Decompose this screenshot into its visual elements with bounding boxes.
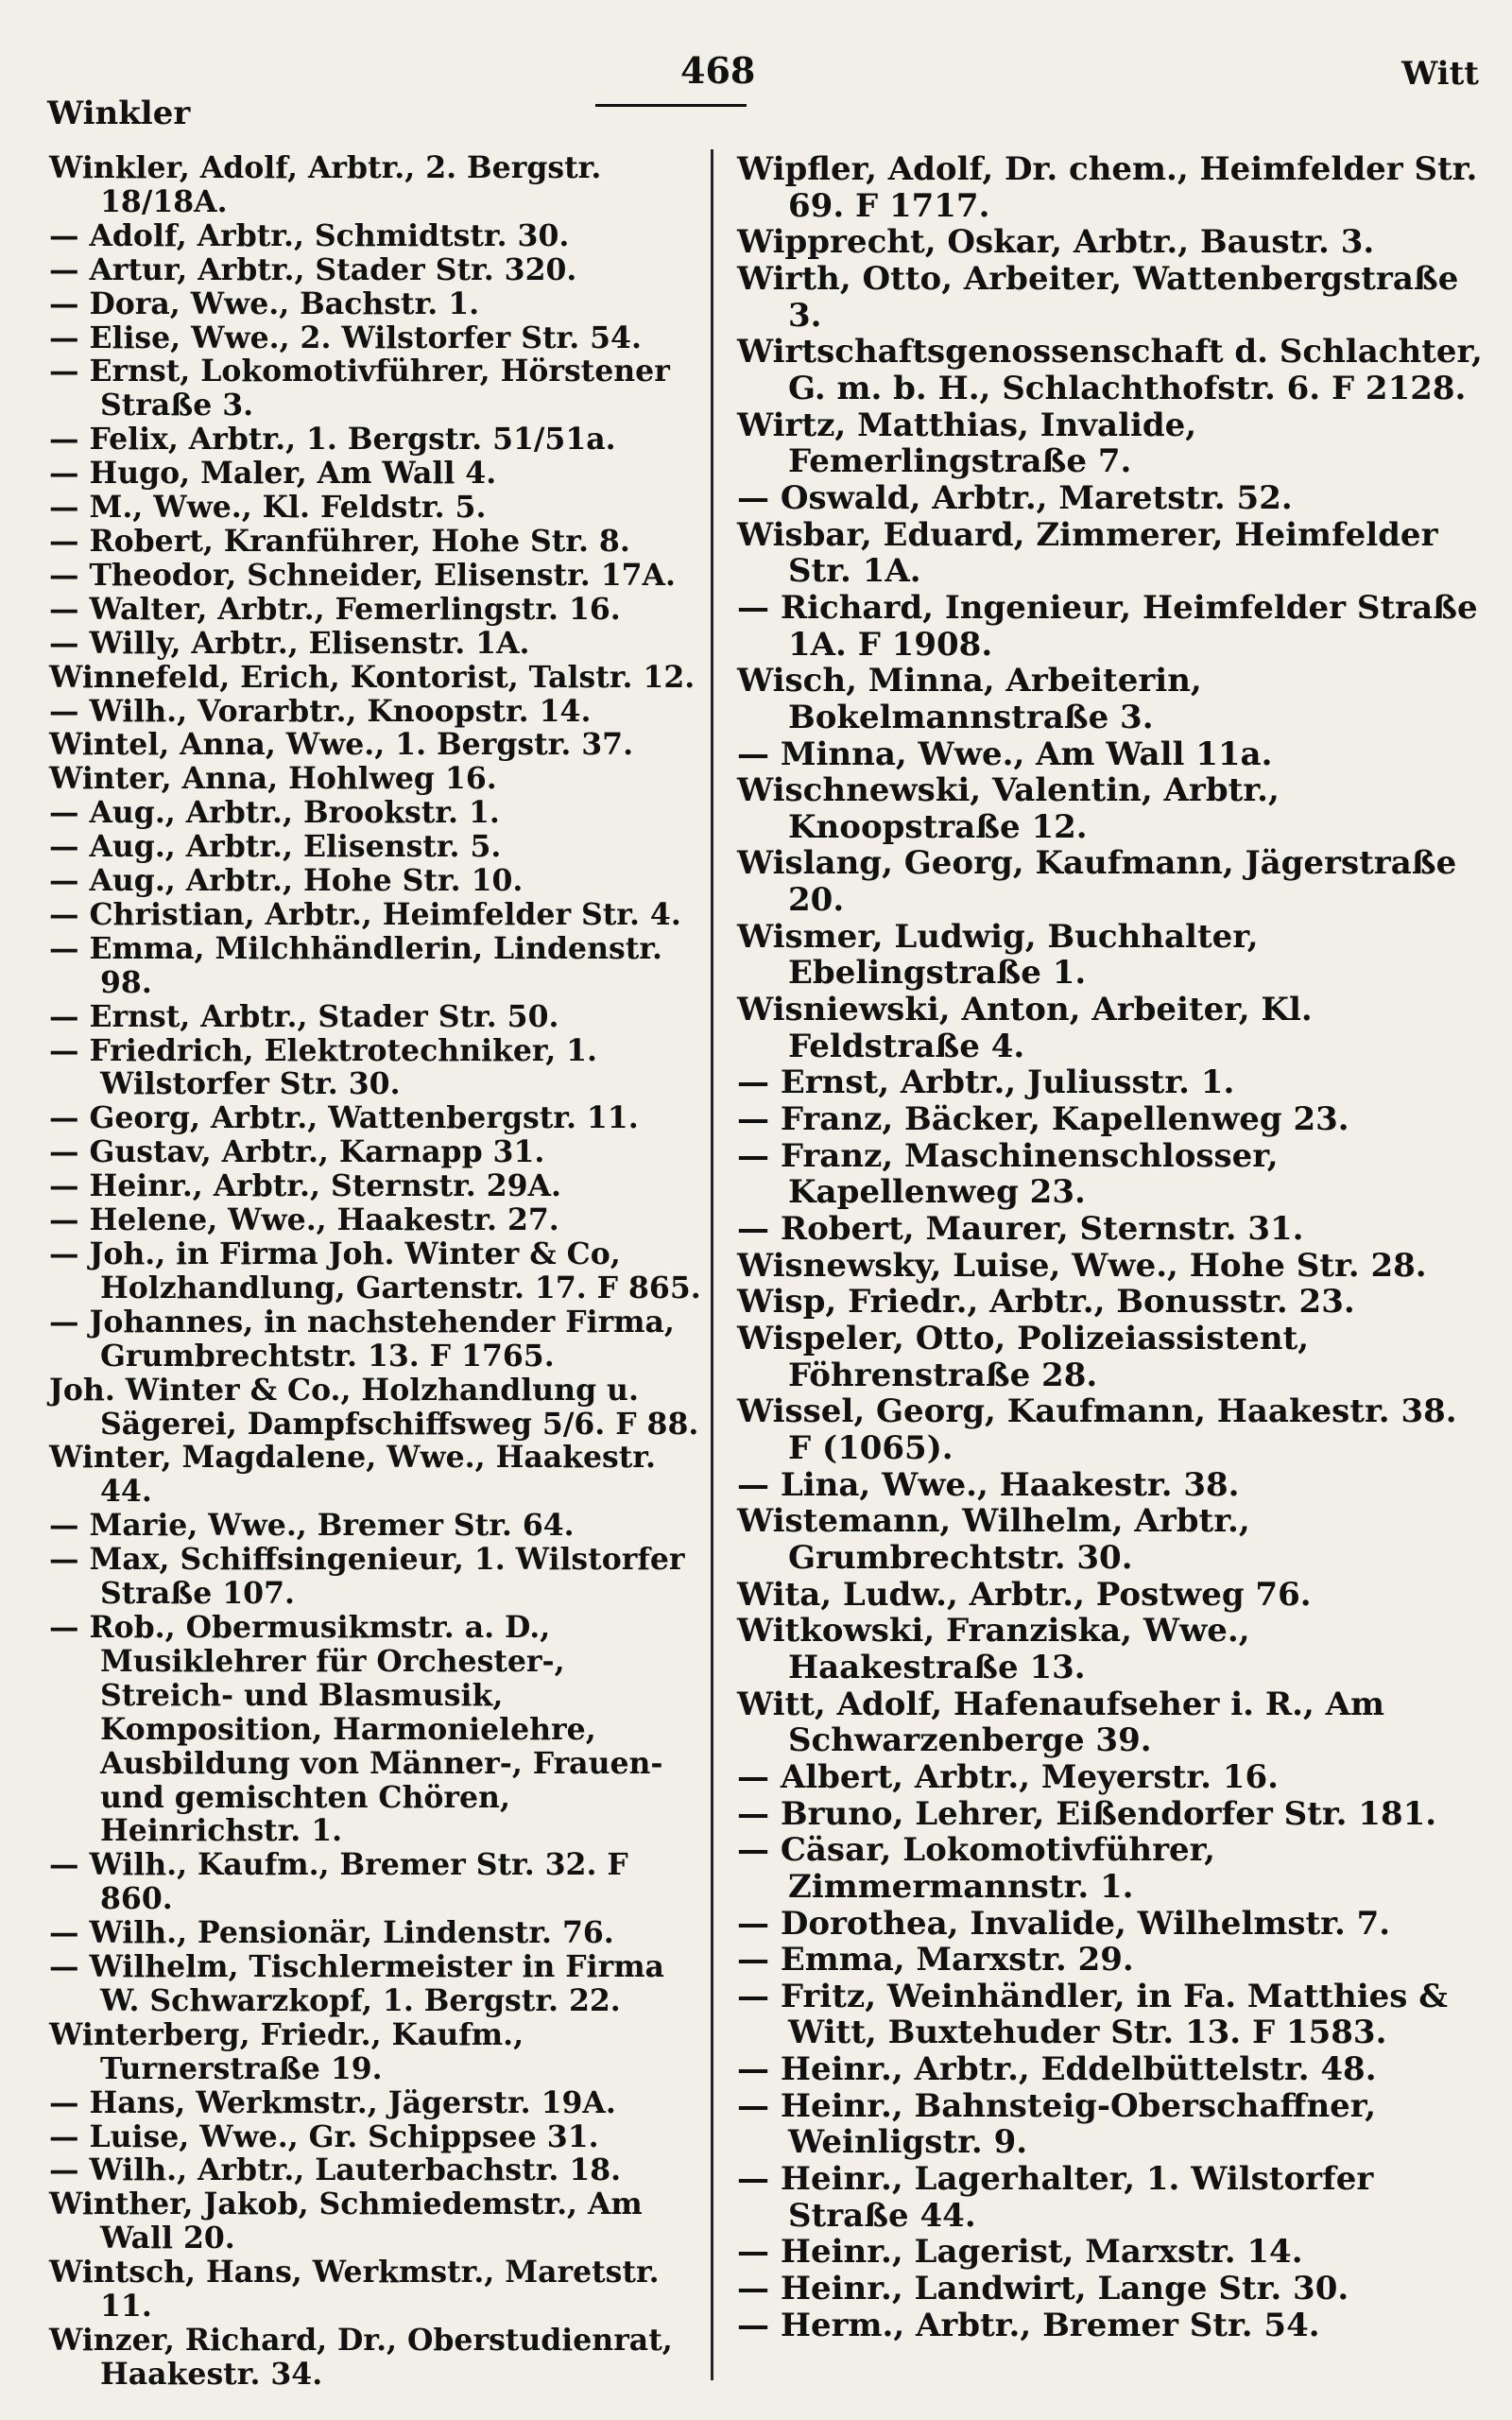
- directory-entry: — Felix, Arbtr., 1. Bergstr. 51/51a.: [49, 422, 616, 458]
- directory-entry: Wisp, Friedr., Arbtr., Bonusstr. 23.: [737, 1283, 1355, 1322]
- directory-entry: Winnefeld, Erich, Kontorist, Talstr. 12.: [49, 659, 696, 695]
- directory-entry: Wirth, Otto, Arbeiter, Wattenbergstraße 3.: [737, 259, 1459, 335]
- directory-entry: — Walter, Arbtr., Femerlingstr. 16.: [49, 591, 621, 627]
- directory-entry: — Hans, Werkmstr., Jägerstr. 19A.: [49, 2084, 616, 2120]
- directory-entry: — Emma, Milchhändlerin, Lindenstr. 98.: [49, 930, 662, 1000]
- directory-entry: Wismer, Ludwig, Buchhalter, Ebelingstraße 1.: [737, 917, 1259, 993]
- directory-entry: — Dora, Wwe., Bachstr. 1.: [49, 285, 480, 321]
- directory-entry: — Joh., in Firma Joh. Winter & Co, Holzhandlung, Gartenstr. 17. F 865.: [49, 1236, 701, 1305]
- directory-entry: Witt, Adolf, Hafenaufseher i. R., Am Schwarzenberge 39.: [737, 1685, 1384, 1760]
- directory-entry: — Robert, Kranführer, Hohe Str. 8.: [49, 523, 630, 559]
- running-head-left: Winkler: [47, 95, 191, 132]
- directory-entry: — Dorothea, Invalide, Wilhelmstr. 7.: [737, 1904, 1391, 1943]
- directory-entry: — Gustav, Arbtr., Karnapp 31.: [49, 1134, 545, 1170]
- directory-entry: — Wilh., Arbtr., Lauterbachstr. 18.: [49, 2152, 622, 2188]
- directory-entry: — Oswald, Arbtr., Maretstr. 52.: [737, 478, 1293, 517]
- directory-entry: — Theodor, Schneider, Elisenstr. 17A.: [49, 557, 676, 593]
- directory-entry: Wispeler, Otto, Polizeiassistent, Föhrenstraße 28.: [737, 1320, 1310, 1394]
- directory-entry: — Heinr., Lagerhalter, 1. Wilstorfer Straße 44.: [737, 2160, 1374, 2235]
- directory-entry: Wintsch, Hans, Werkmstr., Maretstr. 11.: [49, 2255, 660, 2325]
- directory-entry: — Willy, Arbtr., Elisenstr. 1A.: [49, 625, 530, 661]
- directory-entry: Winter, Magdalene, Wwe., Haakestr. 44.: [49, 1440, 656, 1510]
- directory-entry: Wischnewski, Valentin, Arbtr., Knoopstraße 12.: [737, 771, 1280, 846]
- directory-entry: Wirtz, Matthias, Invalide, Femerlingstraße 7.: [737, 406, 1197, 481]
- directory-entry: — Wilh., Kaufm., Bremer Str. 32. F 860.: [49, 1847, 628, 1917]
- directory-entry: Wisniewski, Anton, Arbeiter, Kl. Feldstraße 4.: [737, 991, 1313, 1065]
- running-head-right: Witt: [1401, 55, 1479, 93]
- directory-entry: — Fritz, Weinhändler, in Fa. Matthies & Witt, Buxtehuder Str. 13. F 1583.: [737, 1977, 1448, 2052]
- directory-entry: Wipfler, Adolf, Dr. chem., Heimfelder Str. 69. F 1717.: [737, 150, 1478, 225]
- directory-entry: — Christian, Arbtr., Heimfelder Str. 4.: [49, 896, 681, 932]
- directory-entry: — Cäsar, Lokomotivführer, Zimmermannstr. 1.: [737, 1831, 1215, 1906]
- directory-entry: Wintel, Anna, Wwe., 1. Bergstr. 37.: [49, 727, 634, 763]
- directory-entry: Wisbar, Eduard, Zimmerer, Heimfelder Str. 1A.: [737, 515, 1438, 591]
- header-rule: [595, 104, 747, 107]
- directory-entry: Winzer, Richard, Dr., Oberstudienrat, Haakestr. 34.: [49, 2323, 673, 2392]
- directory-entry: — Heinr., Arbtr., Sternstr. 29A.: [49, 1168, 561, 1204]
- directory-entry: — Robert, Maurer, Sternstr. 31.: [737, 1210, 1304, 1249]
- directory-entry: — Aug., Arbtr., Brookstr. 1.: [49, 795, 500, 831]
- directory-entry: — Heinr., Arbtr., Eddelbüttelstr. 48.: [737, 2050, 1377, 2089]
- directory-entry: — Albert, Arbtr., Meyerstr. 16.: [737, 1757, 1279, 1796]
- directory-entry: Wistemann, Wilhelm, Arbtr., Grumbrechtstr. 30.: [737, 1502, 1250, 1577]
- directory-entry: — Herm., Arbtr., Bremer Str. 54.: [737, 2306, 1320, 2344]
- directory-entry: — Franz, Maschinenschlosser, Kapellenweg 23.: [737, 1136, 1279, 1212]
- left-column: [49, 151, 701, 2392]
- directory-entry: — Heinr., Landwirt, Lange Str. 30.: [737, 2270, 1349, 2308]
- directory-entry: — Max, Schiffsingenieur, 1. Wilstorfer Straße 107.: [49, 1542, 685, 1612]
- directory-entry: Wita, Ludw., Arbtr., Postweg 76.: [737, 1575, 1312, 1614]
- directory-entry: — Elise, Wwe., 2. Wilstorfer Str. 54.: [49, 320, 642, 355]
- directory-entry: — Friedrich, Elektrotechniker, 1. Wilstorfer Str. 30.: [49, 1032, 598, 1102]
- directory-entry: — Richard, Ingenieur, Heimfelder Straße 1A. F 1908.: [737, 588, 1478, 664]
- directory-entry: — Adolf, Arbtr., Schmidtstr. 30.: [49, 217, 570, 253]
- directory-entry: — Ernst, Arbtr., Juliusstr. 1.: [737, 1063, 1235, 1102]
- directory-entry: — Luise, Wwe., Gr. Schippsee 31.: [49, 2118, 599, 2154]
- directory-entry: — Lina, Wwe., Haakestr. 38.: [737, 1465, 1240, 1504]
- directory-entry: Wirtschaftsgenossenschaft d. Schlachter, G. m. b. H., Schlachthofstr. 6. F 2128.: [737, 333, 1483, 407]
- directory-entry: — Heinr., Lagerist, Marxstr. 14.: [737, 2233, 1303, 2272]
- directory-entry: — Johannes, in nachstehender Firma, Grumbrechtstr. 13. F 1765.: [49, 1304, 675, 1374]
- directory-entry: — Minna, Wwe., Am Wall 11a.: [737, 735, 1273, 773]
- directory-entry: Winkler, Adolf, Arbtr., 2. Bergstr. 18/18A.: [49, 150, 602, 219]
- directory-entry: — Helene, Wwe., Haakestr. 27.: [49, 1202, 559, 1238]
- directory-entry: — Artur, Arbtr., Stader Str. 320.: [49, 251, 577, 287]
- directory-entry: — Rob., Obermusikmstr. a. D., Musiklehrer für Orchester-, Streich- und Blasmusik, Komposition, Harmonielehre, Ausbildung von Männer-, Frauen- und gemischten Chören, Heinrichstr. 1.: [49, 1609, 663, 1849]
- directory-entry: Winter, Anna, Hohlweg 16.: [49, 761, 497, 797]
- directory-entry: — Bruno, Lehrer, Eißendorfer Str. 181.: [737, 1794, 1437, 1833]
- directory-entry: Wislang, Georg, Kaufmann, Jägerstraße 20.: [737, 844, 1457, 920]
- directory-entry: Wissel, Georg, Kaufmann, Haakestr. 38. F (1065).: [737, 1392, 1457, 1467]
- directory-entry: Winther, Jakob, Schmiedemstr., Am Wall 20.: [49, 2187, 643, 2256]
- directory-entry: Witkowski, Franziska, Wwe., Haakestraße 13.: [737, 1612, 1250, 1686]
- column-divider: [711, 149, 713, 2380]
- page-number: 468: [680, 49, 756, 92]
- directory-entry: — Aug., Arbtr., Hohe Str. 10.: [49, 863, 524, 899]
- directory-entry: — Hugo, Maler, Am Wall 4.: [49, 456, 497, 492]
- directory-entry: — Heinr., Bahnsteig-Oberschaffner, Weinligstr. 9.: [737, 2086, 1377, 2162]
- directory-entry: Wipprecht, Oskar, Arbtr., Baustr. 3.: [737, 223, 1375, 262]
- directory-entry: Winterberg, Friedr., Kaufm., Turnerstraße 19.: [49, 2016, 524, 2086]
- directory-entry: Wisnewsky, Luise, Wwe., Hohe Str. 28.: [737, 1246, 1427, 1285]
- directory-entry: — Wilh., Pensionär, Lindenstr. 76.: [49, 1915, 614, 1951]
- directory-entry: — Emma, Marxstr. 29.: [737, 1941, 1134, 1979]
- directory-entry: — Franz, Bäcker, Kapellenweg 23.: [737, 1100, 1349, 1139]
- directory-entry: — Wilhelm, Tischlermeister in Firma W. Schwarzkopf, 1. Bergstr. 22.: [49, 1949, 664, 2018]
- directory-entry: — Aug., Arbtr., Elisenstr. 5.: [49, 829, 502, 865]
- directory-entry: — Georg, Arbtr., Wattenbergstr. 11.: [49, 1100, 639, 1136]
- directory-entry: — Ernst, Lokomotivführer, Hörstener Straße 3.: [49, 354, 670, 424]
- directory-entry: — Ernst, Arbtr., Stader Str. 50.: [49, 998, 559, 1034]
- directory-entry: — M., Wwe., Kl. Feldstr. 5.: [49, 490, 487, 526]
- directory-entry: Wisch, Minna, Arbeiterin, Bokelmannstraße 3.: [737, 662, 1202, 736]
- directory-entry: — Wilh., Vorarbtr., Knoopstr. 14.: [49, 693, 592, 729]
- directory-entry: Joh. Winter & Co., Holzhandlung u. Sägerei, Dampfschiffsweg 5/6. F 88.: [49, 1372, 699, 1442]
- right-column: [737, 151, 1484, 2343]
- directory-entry: — Marie, Wwe., Bremer Str. 64.: [49, 1508, 575, 1544]
